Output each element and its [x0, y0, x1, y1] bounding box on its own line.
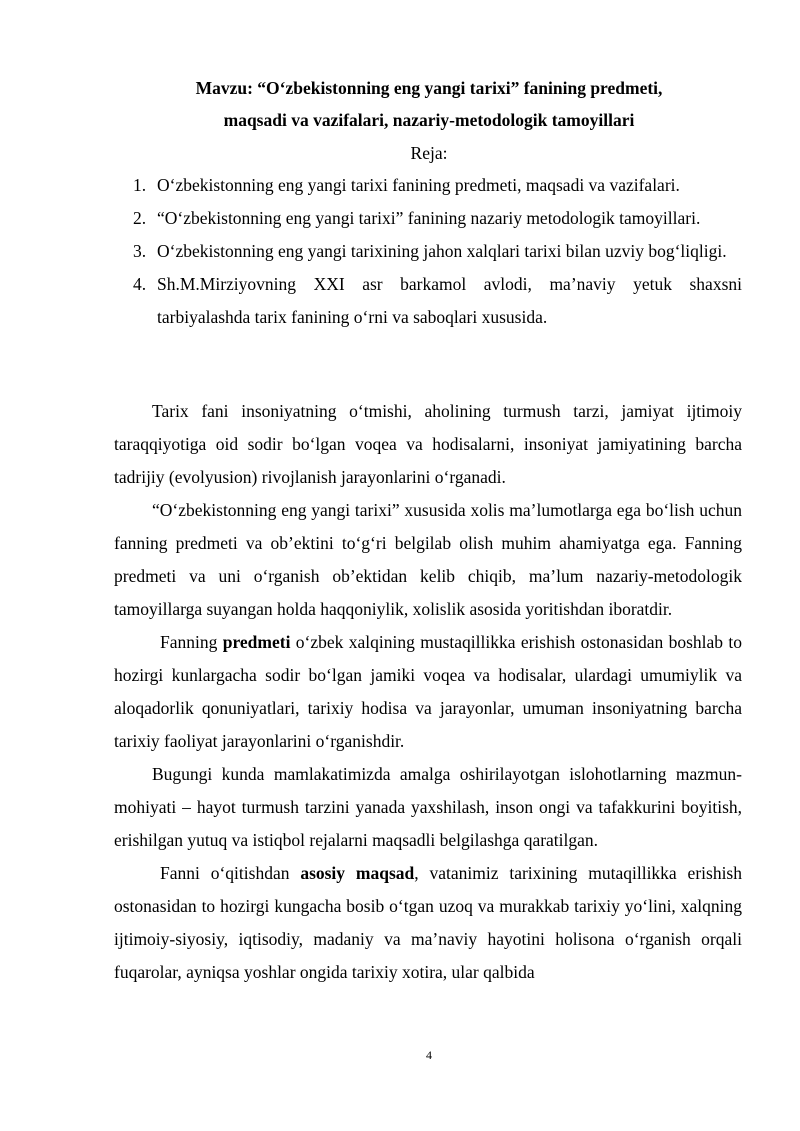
- paragraph-5-start: Fanni o‘qitishdan: [160, 863, 301, 883]
- paragraph-2: “O‘zbekistonning eng yangi tarixi” xususida xolis ma’lumotlarga ega bo‘lish uchun fanning predmeti va ob’ektini to‘g‘ri belgilab olish muhim ahamiyatga ega. Fanning predmeti va uni o‘rganish ob’ektidan kelib chiqib, ma’lum nazariy-metodologik tamoyillarga suyangan holda haqqoniylik, xolislik asosida yoritishdan iboratdir.: [114, 500, 742, 619]
- plan-item-number: 1.: [133, 175, 147, 195]
- plan-item-number: 2.: [133, 208, 147, 228]
- plan-item: [114, 268, 742, 334]
- term-asosiy-maqsad: asosiy maqsad: [300, 863, 415, 883]
- plan-item: [114, 169, 742, 202]
- plan-item-text: O‘zbekistonning eng yangi tarixining jahon xalqlari tarixi bilan uzviy bog‘liqligi.: [157, 241, 727, 261]
- page-number: 4: [426, 1048, 432, 1062]
- plan-item: [114, 235, 742, 268]
- paragraph-3-rest: o‘zbek xalqining mustaqillikka erishish ostonasidan boshlab to hozirgi kunlargacha sodir bo‘lgan jamiki voqea va hodisalar, ulardagi umumiylik va aloqadorlik qonuniyatlari, tarixiy hodisa va jarayonlar, umuman insoniyatning barcha tarixiy faoliyat jarayonlarini o‘rganishdir.: [114, 632, 742, 751]
- plan-item-number: 3.: [133, 241, 147, 261]
- body-text: [114, 395, 742, 989]
- plan-item: [114, 202, 742, 235]
- paragraph-5: [114, 857, 742, 989]
- plan-heading: Reja:: [410, 143, 448, 163]
- plan-item-text: Sh.M.Mirziyovning XXI asr barkamol avlodi, ma’naviy yetuk shaxsni tarbiyalashda tarix fanining o‘rni va saboqlari xususida.: [157, 274, 742, 327]
- paragraph-3-start: Fanning: [160, 632, 223, 652]
- term-predmeti: predmeti: [222, 632, 291, 652]
- paragraph-3: [114, 626, 742, 758]
- plan-item-text: “O‘zbekistonning eng yangi tarixi” fanining nazariy metodologik tamoyillari.: [157, 208, 701, 228]
- plan-item-text: O‘zbekistonning eng yangi tarixi fanining predmeti, maqsadi va vazifalari.: [157, 175, 680, 195]
- paragraph-1: Tarix fani insoniyatning o‘tmishi, aholining turmush tarzi, jamiyat ijtimoiy taraqqiyotiga oid sodir bo‘lgan voqea va hodisalarni, insoniyat jamiyatining barcha tadrijiy (evolyusion) rivojlanish jarayonlarini o‘rganadi.: [114, 401, 742, 487]
- paragraph-4: Bugungi kunda mamlakatimizda amalga oshirilayotgan islohotlarning mazmun-mohiyati – hayot turmush tarzini yanada yaxshilash, inson ongi va tafakkurini boyitish, erishilgan yutuq va istiqbol rejalarni maqsadli belgilashga qaratilgan.: [114, 764, 742, 850]
- plan-item-number: 4.: [133, 274, 147, 294]
- plan-list: [114, 169, 742, 334]
- title-line-2: maqsadi va vazifalari, nazariy-metodologik tamoyillari: [223, 110, 635, 130]
- paragraph-5-rest: , vatanimiz tarixining mutaqillikka erishish ostonasidan to hozirgi kungacha bosib o‘tgan uzoq va murakkab tarixiy yo‘lini, xalqning ijtimoiy-siyosiy, iqtisodiy, madaniy va ma’naviy hayotini holisona o‘rganish orqali fuqarolar, ayniqsa yoshlar ongida tarixiy xotira, ular qalbida: [114, 863, 742, 982]
- title-line-1: Mavzu: “O‘zbekistonning eng yangi tarixi” fanining predmeti,: [195, 78, 663, 98]
